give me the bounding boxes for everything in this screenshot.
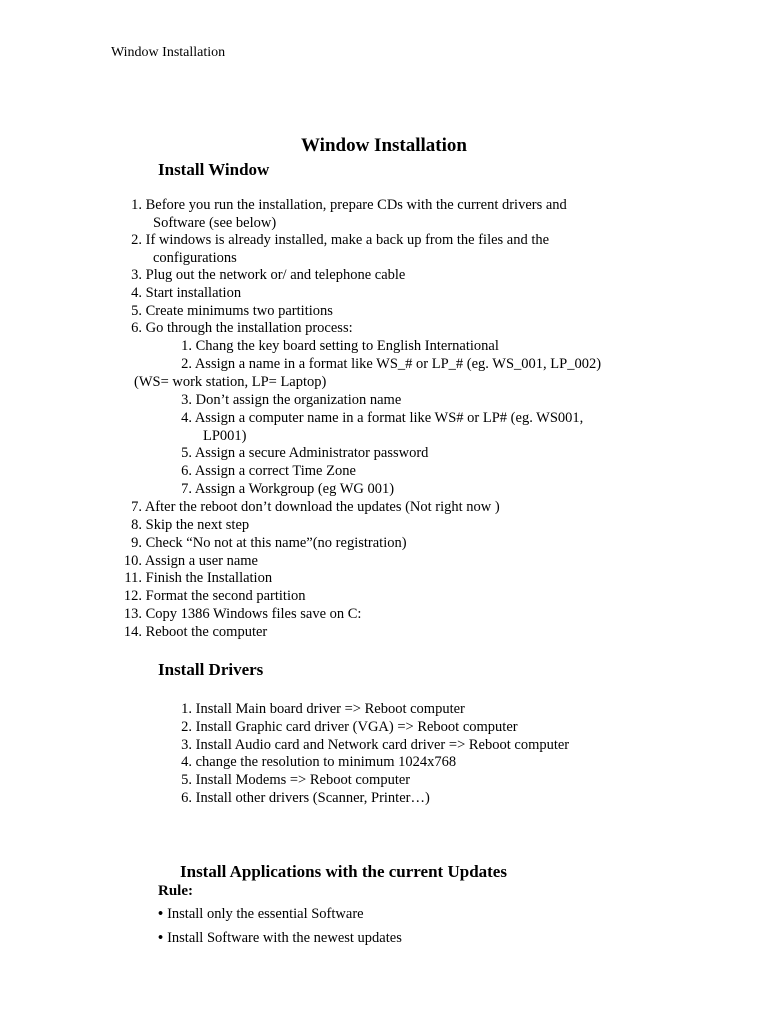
list-item: configurations	[153, 250, 237, 266]
list-item: 7. After the reboot don’t download the updates (Not right now )	[131, 499, 500, 515]
section-heading-install-window: Install Window	[158, 160, 270, 179]
list-item: 4. Start installation	[131, 285, 242, 301]
list-item: LP001)	[203, 428, 247, 444]
bullet-icon: •	[158, 930, 164, 946]
list-item: 2. If windows is already installed, make a back up from the files and the	[131, 232, 550, 248]
list-item: 3. Install Audio card and Network card driver => Reboot computer	[181, 737, 570, 753]
list-item: 8. Skip the next step	[131, 517, 250, 533]
list-item: 13. Copy 1386 Windows files save on C:	[123, 606, 362, 622]
list-item: 4. Assign a computer name in a format like WS# or LP# (eg. WS001,	[181, 410, 584, 426]
list-item: 2. Install Graphic card driver (VGA) => Reboot computer	[181, 719, 518, 735]
list-item: 6. Assign a correct Time Zone	[181, 463, 356, 479]
list-item: 11. Finish the Installation	[124, 570, 273, 586]
list-item: 5. Create minimums two partitions	[131, 303, 333, 319]
list-item: Software (see below)	[153, 215, 277, 231]
section-heading-install-applications: Install Applications with the current Updates	[180, 862, 507, 881]
list-item: 6. Install other drivers (Scanner, Printer…)	[181, 790, 430, 806]
rule-label: Rule:	[158, 883, 193, 899]
list-item: 5. Assign a secure Administrator password	[181, 445, 429, 461]
list-item: 3. Plug out the network or/ and telephone cable	[131, 267, 406, 283]
note-line: (WS= work station, LP= Laptop)	[134, 374, 327, 390]
list-item: 7. Assign a Workgroup (eg WG 001)	[181, 481, 395, 497]
bullet-icon: •	[158, 906, 164, 922]
list-item: 14. Reboot the computer	[123, 624, 268, 640]
list-item: 1. Install Main board driver => Reboot computer	[181, 701, 465, 717]
list-item: 6. Go through the installation process:	[131, 320, 353, 336]
list-item: 3. Don’t assign the organization name	[181, 392, 402, 408]
list-item: 1. Chang the key board setting to English International	[181, 338, 499, 354]
list-item: • Install Software with the newest updates	[158, 930, 402, 946]
list-item: • Install only the essential Software	[158, 906, 364, 922]
list-item: 1. Before you run the installation, prepare CDs with the current drivers and	[131, 197, 567, 213]
list-item: 12. Format the second partition	[123, 588, 306, 604]
document-title: Window Installation	[301, 135, 467, 156]
list-item: 5. Install Modems => Reboot computer	[181, 772, 411, 788]
list-item: 2. Assign a name in a format like WS_# or LP_# (eg. WS_001, LP_002)	[181, 356, 602, 372]
page-header: Window Installation	[111, 45, 226, 60]
list-item: 4. change the resolution to minimum 1024x768	[181, 754, 457, 770]
section-heading-install-drivers: Install Drivers	[158, 660, 264, 679]
list-item: 9. Check “No not at this name”(no registration)	[131, 535, 407, 551]
list-item: 10. Assign a user name	[123, 553, 258, 569]
